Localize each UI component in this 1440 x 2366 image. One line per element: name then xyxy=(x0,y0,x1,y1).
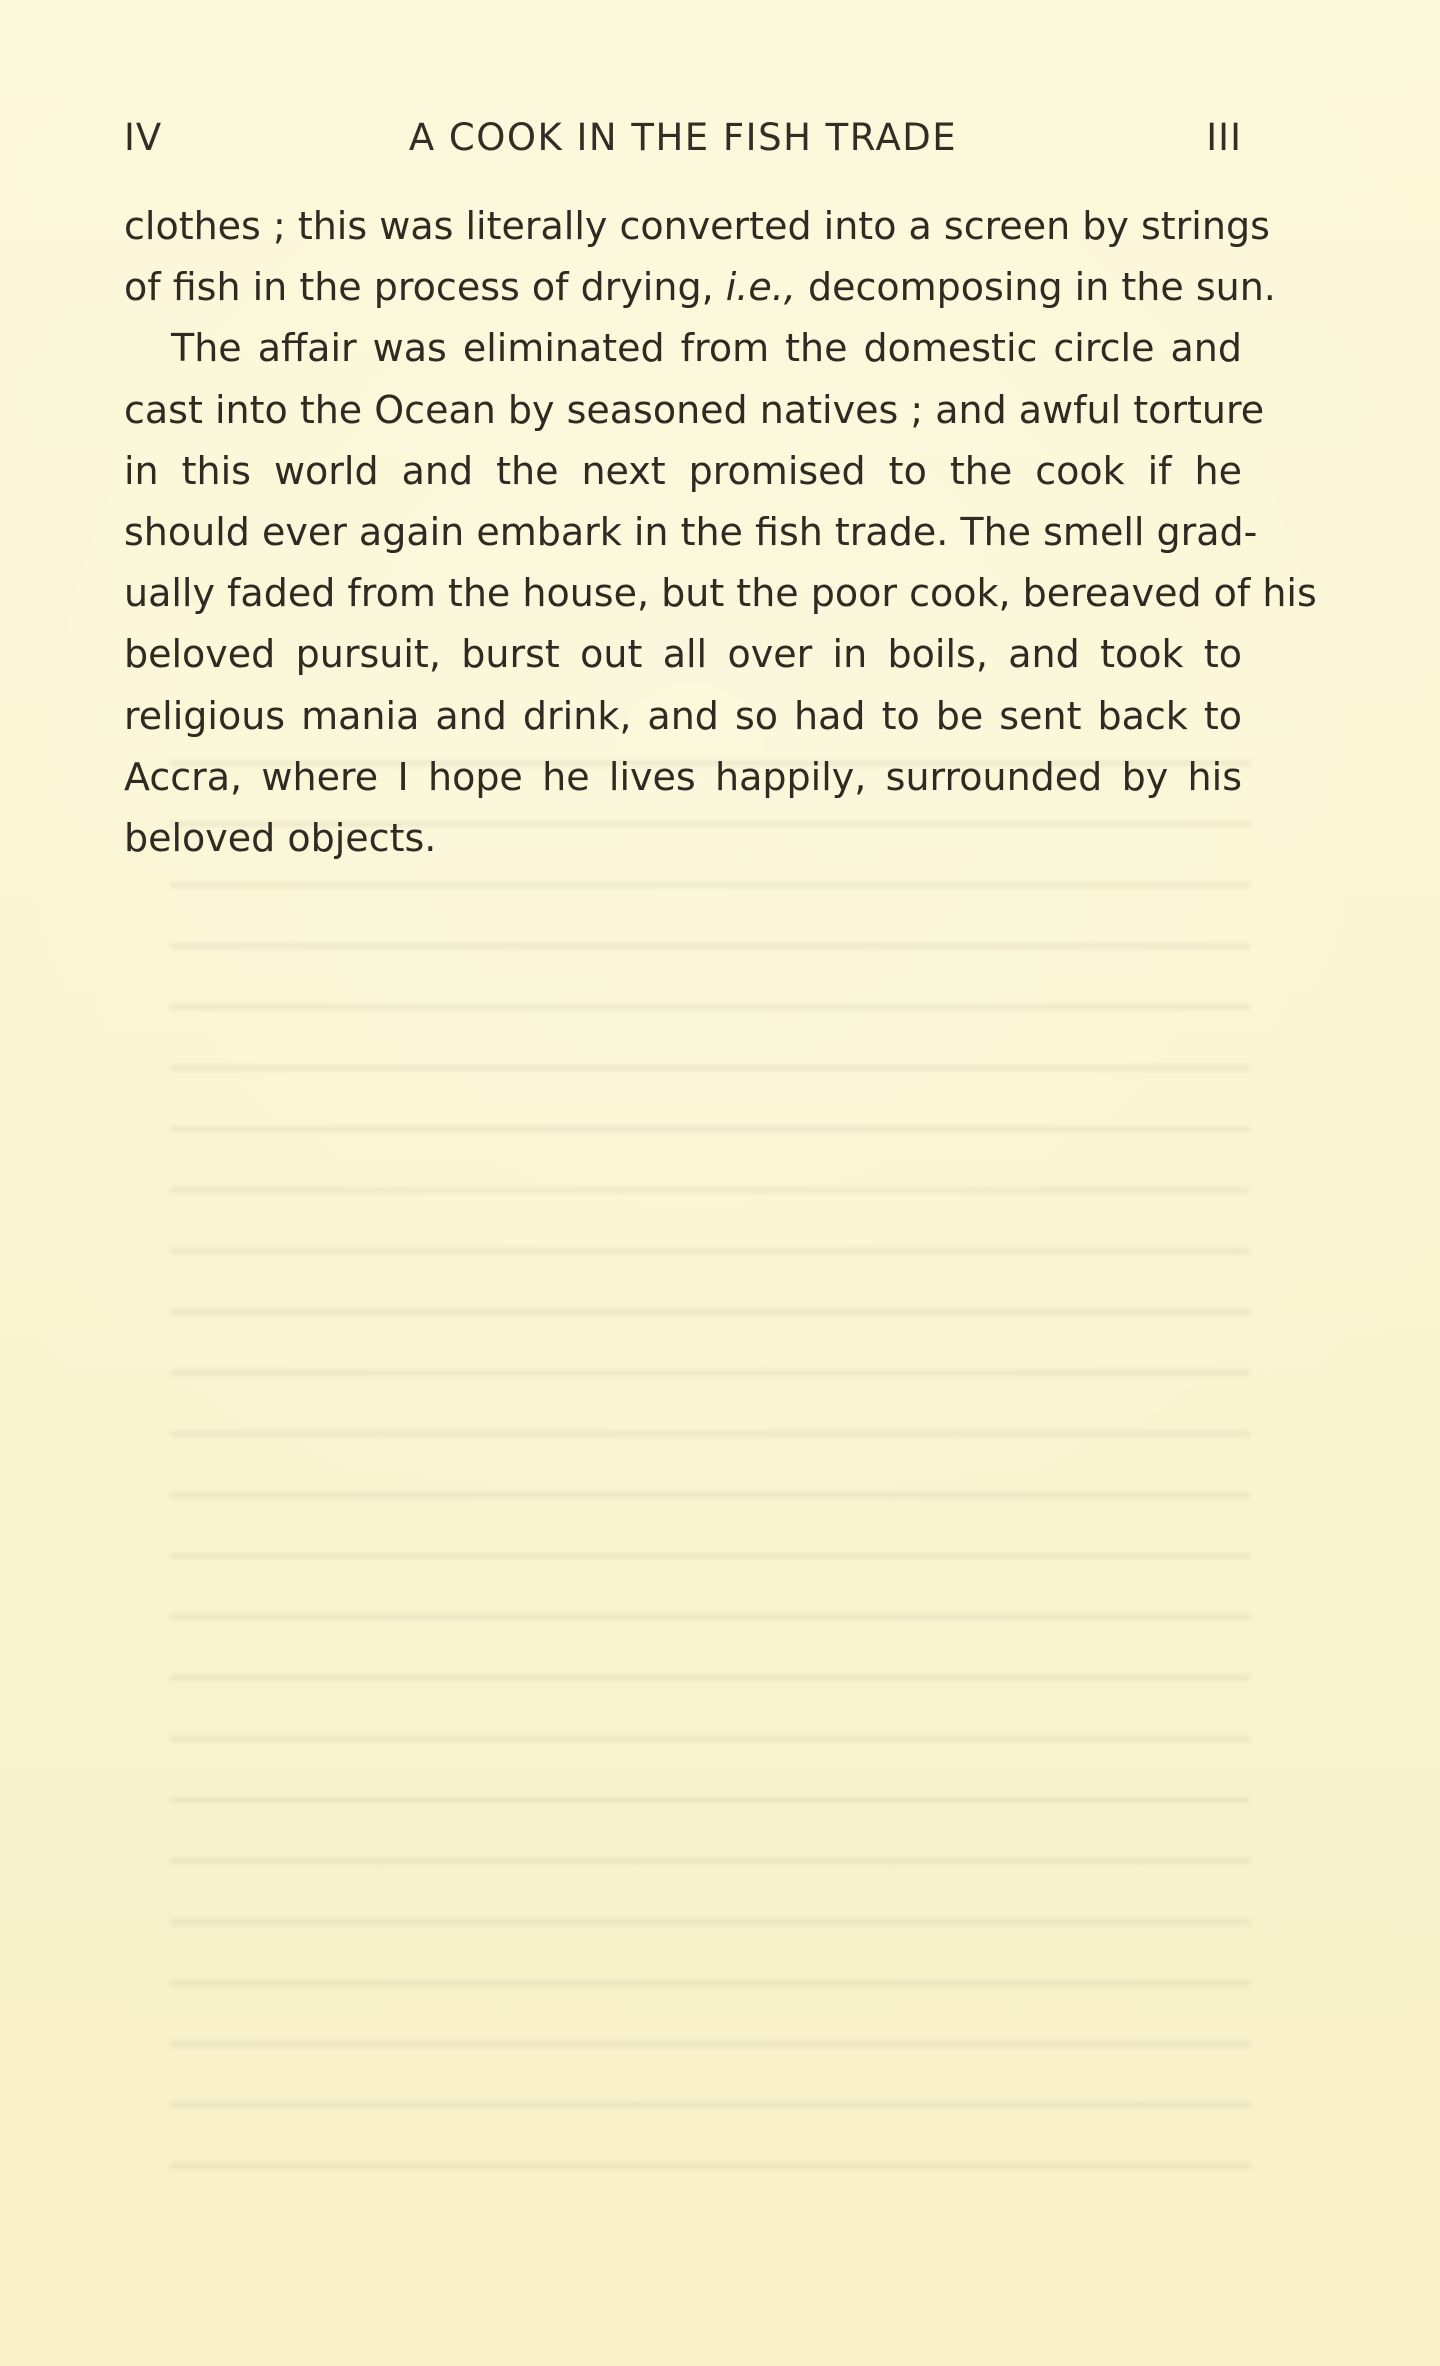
text-line-3: The affair was eliminated from the domestic circle and xyxy=(171,326,1242,371)
body-paragraph xyxy=(124,196,1317,869)
ie-abbreviation: i.e., xyxy=(725,265,796,310)
running-title: A COOK IN THE FISH TRADE xyxy=(408,116,958,159)
text-line-9: religious mania and drink, and so had to be sent back to xyxy=(124,693,1242,738)
text-line-2-end: decomposing in the sun. xyxy=(795,265,1276,310)
running-header xyxy=(124,116,1242,164)
text-line-11: beloved objects. xyxy=(124,816,437,861)
text-line-8: beloved pursuit, burst out all over in boils, and took to xyxy=(124,632,1242,677)
chapter-roman-numeral: IV xyxy=(124,116,163,159)
text-line-7: ually faded from the house, but the poor cook, bereaved of his xyxy=(124,571,1317,616)
text-line-4: cast into the Ocean by seasoned natives ; and awful torture xyxy=(124,387,1265,432)
text-line-6: should ever again embark in the fish trade. The smell grad- xyxy=(124,510,1258,555)
page-number: III xyxy=(1206,116,1242,159)
text-line-10: Accra, where I hope he lives happily, surrounded by his xyxy=(124,754,1242,799)
reverse-page-show-through xyxy=(170,760,1250,2190)
text-line-2-start: of fish in the process of drying, xyxy=(124,265,726,310)
text-line-1: clothes ; this was literally converted into a screen by strings xyxy=(124,204,1270,248)
text-line-5: in this world and the next promised to the cook if he xyxy=(124,448,1242,493)
text-line-2 xyxy=(124,257,1276,318)
